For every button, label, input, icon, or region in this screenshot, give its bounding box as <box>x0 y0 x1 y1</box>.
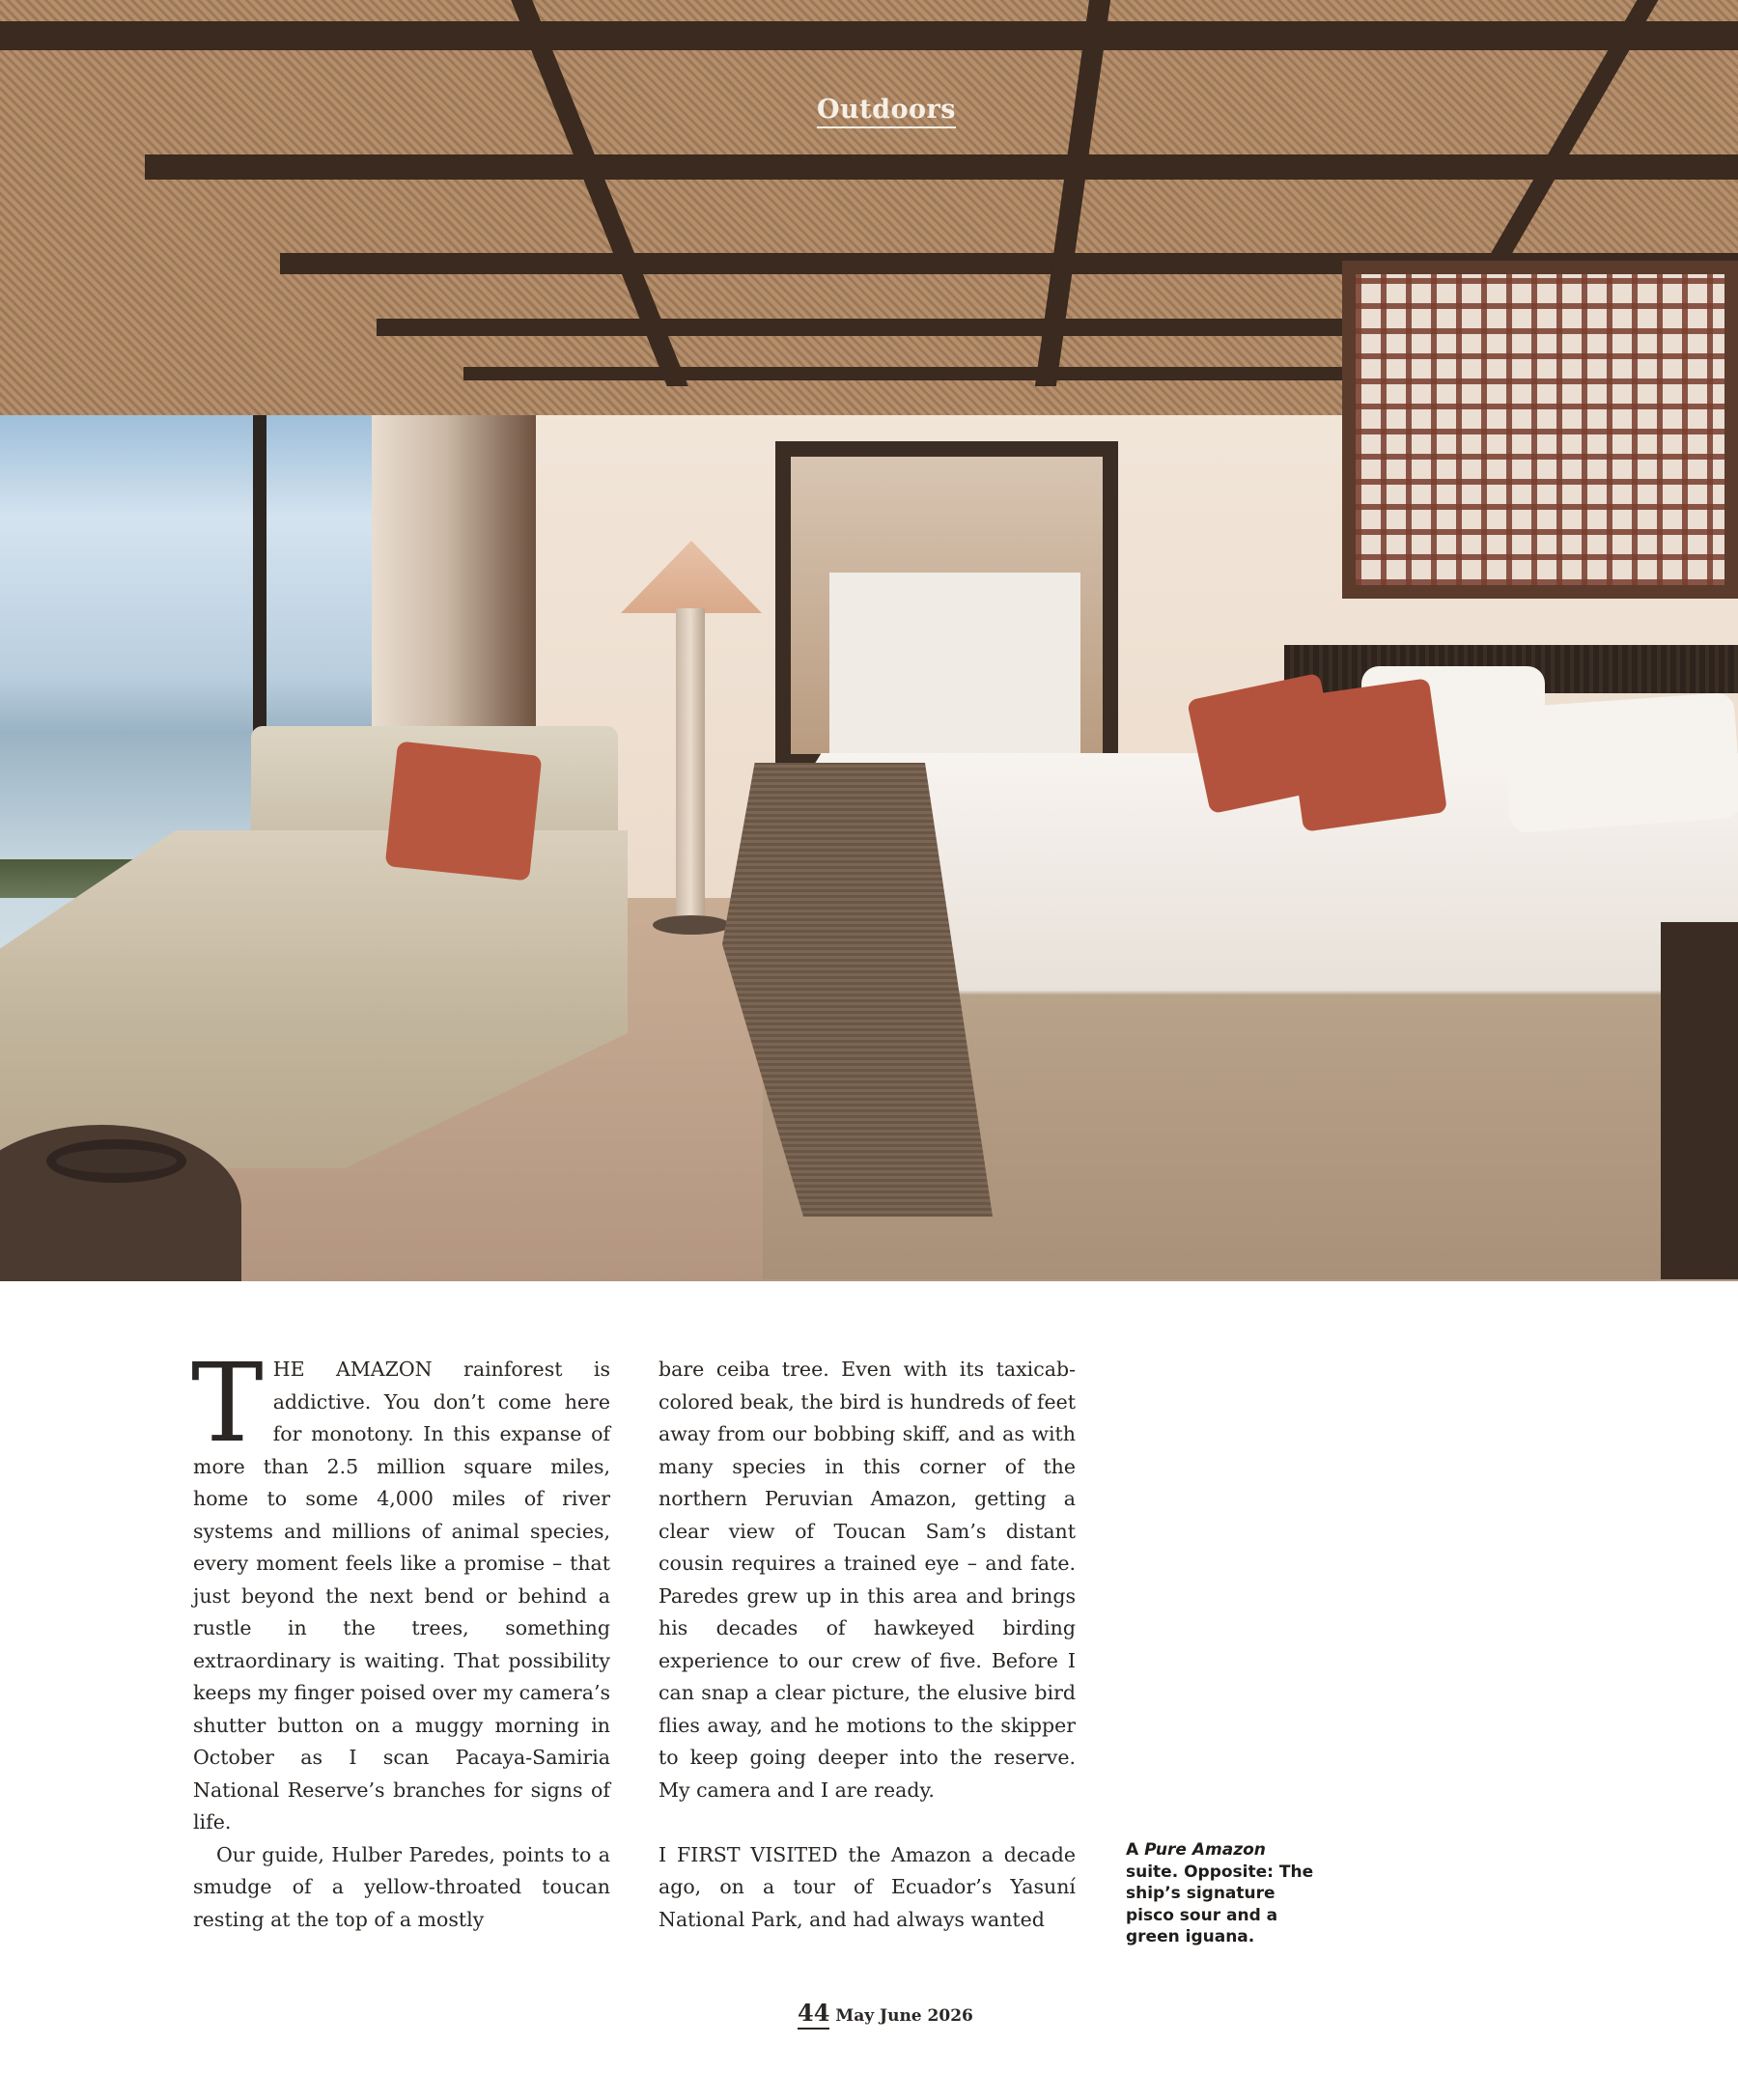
drop-cap: T <box>191 1341 264 1467</box>
caption-ship-name: Pure Amazon <box>1144 1840 1266 1860</box>
ceiling-beam <box>145 154 1738 180</box>
geometric-wall-art <box>1342 261 1738 599</box>
article-paragraph <box>191 1341 610 1839</box>
floor-lamp-base <box>653 915 730 935</box>
article-paragraph: Our guide, Hulber Paredes, points to a smudge of a yellow-throated toucan resting at the top of a mostly <box>193 1842 610 1931</box>
accent-cushion <box>1285 678 1447 832</box>
floor-lamp-pole <box>676 608 705 932</box>
mirror-doorway <box>775 441 1118 770</box>
photo-caption <box>1126 1839 1319 1948</box>
section-label: Outdoors <box>817 95 956 128</box>
caption-text: suite. Opposite: The ship’s signature pisco sour and a green iguana. <box>1126 1862 1314 1946</box>
chaise-cushion <box>385 742 543 882</box>
caption-lead: A <box>1126 1840 1145 1860</box>
page-number: 44 <box>798 1999 829 2030</box>
article-column-1 <box>191 1341 610 1936</box>
reflected-bed <box>829 573 1080 756</box>
ceiling-beam <box>0 21 1738 50</box>
page-footer <box>798 1999 973 2027</box>
nightstand <box>1661 922 1738 1279</box>
article-column-2 <box>659 1354 1076 1936</box>
decorative-bowl <box>46 1139 186 1183</box>
article-paragraph: bare ceiba tree. Even with its taxicab-colored beak, the bird is hundreds of feet away from our bobbing skiff, and as with many species in this corner of the northern Peruvian Amazon, getting a clear view of Toucan Sam’s distant cousin requires a trained eye – and fate. Paredes grew up in this area and brings his decades of hawkeyed birding experience to our crew of five. Before I can snap a clear picture, the elusive bird flies away, and he motions to the skipper to keep going deeper into the reserve. My camera and I are ready. <box>659 1358 1076 1802</box>
paragraph-text: HE AMAZON rainforest is addictive. You don’t come here for monotony. In this expanse of more than 2.5 million square miles, home to some 4,000 miles of river systems and millions of animal species, every moment feels like a promise – that just beyond the next bend or behind a rustle in the trees, something extraordinary is waiting. That possibility keeps my finger poised over my camera’s shutter button on a muggy morning in October as I scan Pacaya-Samiria National Reserve’s branches for signs of life. <box>193 1358 610 1834</box>
article-paragraph: I FIRST VISITED the Amazon a decade ago, on a tour of Ecuador’s Yasuní National Park, and had always wanted <box>659 1842 1076 1931</box>
issue-date: May June 2026 <box>835 2006 973 2026</box>
section-break <box>659 1806 1076 1839</box>
